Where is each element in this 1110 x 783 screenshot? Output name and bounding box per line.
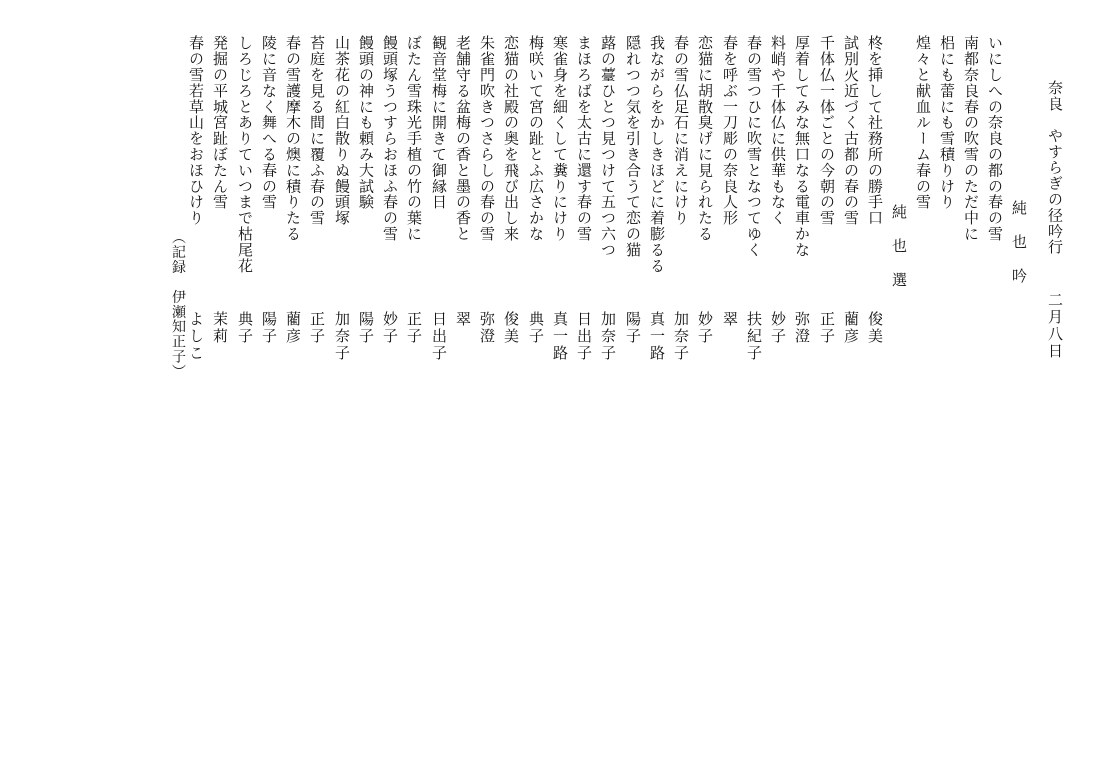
junya-poem: いにしへの奈良の都の春の雪: [986, 35, 1004, 242]
selected-haiku: 饅頭の神にも頼み大試験: [357, 35, 375, 210]
selected-haiku: 隠れつつ気を引き合うて恋の猫: [624, 35, 642, 258]
selected-haiku: 寒雀身を細くして糞りにけり: [551, 35, 569, 242]
selected-author: 典子: [527, 311, 545, 345]
selected-haiku: 饅頭塚うつすらおほふ春の雪: [381, 35, 399, 242]
selected-haiku: 春の雪つひに吹雪となつてゆく: [745, 35, 763, 258]
selected-author: 陽子: [357, 311, 375, 345]
record-note: （記録 伊瀬知正子）: [170, 230, 186, 379]
selected-haiku: 春の雪若草山をおほひけり: [187, 35, 205, 226]
junya-poem: 梠にも蕾にも雪積りけり: [938, 35, 956, 210]
selected-haiku: 山茶花の紅白散りぬ饅頭塚: [333, 35, 351, 226]
selected-author: 茉莉: [211, 311, 229, 345]
selected-author: 典子: [236, 311, 254, 345]
selected-author: 真一路: [551, 311, 569, 362]
selected-haiku: 蕗の薹ひとつ見つけて五つ六つ: [599, 35, 617, 258]
selected-haiku: 我ながらをかしきほどに着膨るる: [648, 35, 666, 274]
selected-author: 陽子: [624, 311, 642, 345]
selected-author: 加奈子: [333, 311, 351, 362]
selected-haiku: 試別火近づく古都の春の雪: [842, 35, 860, 226]
selected-haiku: 老舗守る盆梅の香と墨の香と: [454, 35, 472, 242]
junya-poem: 南都奈良春の吹雪のただ中に: [962, 35, 980, 242]
selected-haiku: 恋猫に胡散臭げに見られたる: [696, 35, 714, 242]
selected-author: 妙子: [769, 311, 787, 345]
selected-haiku: しろじろとありていつまで枯尾花: [236, 35, 254, 274]
selected-haiku: 料峭や千体仏に供華もなく: [769, 35, 787, 226]
selected-author: 正子: [405, 311, 423, 345]
selection-header: 純 也 選: [890, 204, 908, 289]
selected-author: 真一路: [648, 311, 666, 362]
selected-haiku: 発掘の平城宮趾ぼたん雪: [211, 35, 229, 210]
selected-haiku: 観音堂梅に開きて御縁日: [430, 35, 448, 210]
selected-author: 翠: [454, 311, 472, 328]
selected-haiku: 春の雪護摩木の燠に積りたる: [284, 35, 302, 242]
selected-haiku: ぼたん雪珠光手植の竹の葉に: [405, 35, 423, 242]
selected-author: 弥澄: [478, 311, 496, 345]
selected-author: 藺彦: [284, 311, 302, 345]
selected-haiku: 厚着してみな無口なる電車かな: [793, 35, 811, 258]
page-title: 奈良 やすらぎの径吟行: [1046, 80, 1064, 255]
junya-header: 純 也 吟: [1010, 200, 1028, 285]
selected-author: 俊美: [866, 311, 884, 345]
date: 二月八日: [1046, 292, 1064, 360]
selected-author: 扶紀子: [745, 311, 763, 362]
selected-haiku: 朱雀門吹きつさらしの春の雪: [478, 35, 496, 242]
junya-poem: 煌々と献血ルーム春の雪: [914, 35, 932, 210]
selected-author: 藺彦: [842, 311, 860, 345]
selected-haiku: 柊を挿して社務所の勝手口: [866, 35, 884, 226]
selected-author: 妙子: [696, 311, 714, 345]
selected-author: 日出子: [575, 311, 593, 362]
selected-haiku: 千体仏一体ごとの今朝の雪: [818, 35, 836, 226]
selected-author: 加奈子: [672, 311, 690, 362]
selected-haiku: 春の雪仏足石に消えにけり: [672, 35, 690, 226]
selected-haiku: 陵に音なく舞へる春の雪: [260, 35, 278, 210]
selected-author: 正子: [818, 311, 836, 345]
selected-author: 妙子: [381, 311, 399, 345]
selected-haiku: 春を呼ぶ一刀彫の奈良人形: [721, 35, 739, 226]
selected-haiku: 恋猫の社殿の奥を飛び出し来: [502, 35, 520, 242]
selected-author: 翠: [721, 311, 739, 328]
selected-author: よしこ: [187, 311, 205, 362]
selected-author: 陽子: [260, 311, 278, 345]
selected-author: 俊美: [502, 311, 520, 345]
selected-author: 加奈子: [599, 311, 617, 362]
selected-haiku: 苔庭を見る間に覆ふ春の雪: [308, 35, 326, 226]
selected-author: 弥澄: [793, 311, 811, 345]
selected-haiku: 梅咲いて宮の趾とふ広さかな: [527, 35, 545, 242]
selected-author: 正子: [308, 311, 326, 345]
selected-author: 日出子: [430, 311, 448, 362]
selected-haiku: まほろばを太古に還す春の雪: [575, 35, 593, 242]
